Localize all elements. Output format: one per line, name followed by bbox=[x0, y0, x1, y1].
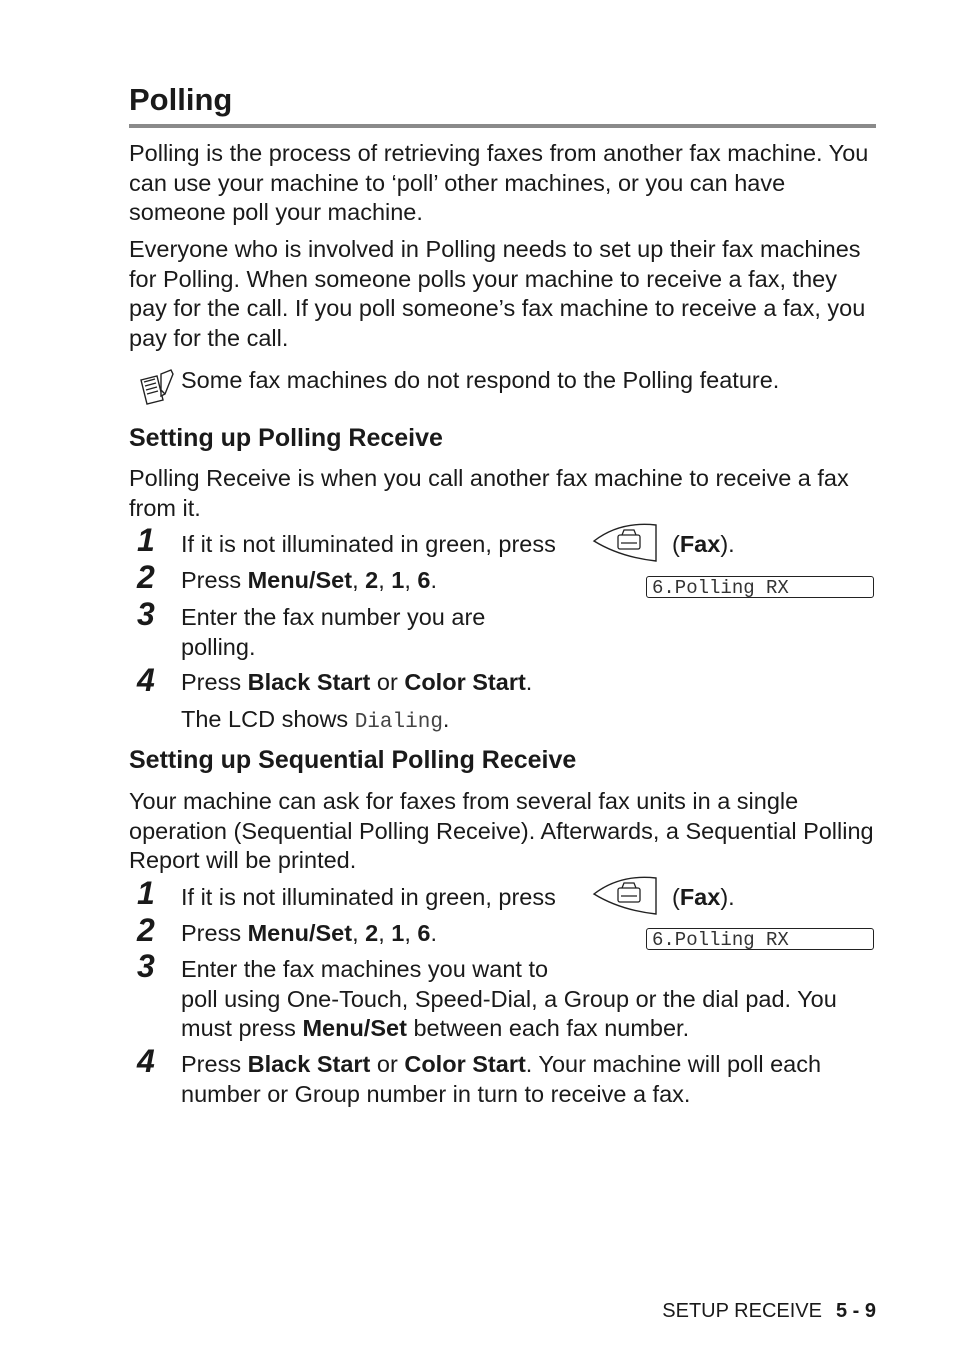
sep: , bbox=[352, 920, 366, 946]
step-text-part: Press bbox=[181, 567, 248, 593]
step-text-part: must press bbox=[181, 1015, 303, 1041]
section-desc-sequential-polling: Your machine can ask for faxes from several fax units in a single operation (Sequential Polling Receive). Afterwards, a Sequential Polling Report will be printed. bbox=[129, 788, 874, 873]
step-line: number or Group number in turn to receive a fax. bbox=[181, 1080, 691, 1107]
step-number: 4 bbox=[137, 662, 155, 698]
step-line bbox=[181, 1050, 881, 1080]
page-title: Polling bbox=[129, 82, 233, 117]
page-footer bbox=[662, 1300, 876, 1323]
step-text-part: Press bbox=[181, 920, 248, 946]
sep: , bbox=[404, 567, 418, 593]
step-text-part: Press bbox=[181, 1051, 248, 1077]
step-text-part: . bbox=[442, 706, 450, 732]
step-number: 3 bbox=[137, 948, 155, 984]
note-pencil-icon bbox=[135, 368, 175, 408]
step-number: 1 bbox=[137, 522, 155, 558]
step-text bbox=[181, 1050, 881, 1109]
paren: ). bbox=[720, 531, 735, 557]
sep: , bbox=[378, 567, 392, 593]
step-number: 4 bbox=[137, 1043, 155, 1079]
step-line: poll using One-Touch, Speed-Dial, a Group or the dial pad. You bbox=[181, 985, 837, 1012]
step-text-part: . Your machine will poll each bbox=[525, 1051, 822, 1077]
step-line bbox=[181, 1014, 881, 1044]
step-number: 2 bbox=[137, 559, 155, 595]
fax-key: Fax bbox=[679, 884, 721, 910]
key-2: 2 bbox=[365, 567, 379, 593]
step-text-part: If it is not illuminated in green, press bbox=[181, 884, 556, 910]
menu-set-key: Menu/Set bbox=[247, 920, 353, 946]
black-start-key: Black Start bbox=[247, 1051, 371, 1077]
step-text bbox=[181, 566, 437, 596]
footer-page-number: 5 - 9 bbox=[835, 1300, 876, 1322]
fax-label bbox=[672, 530, 735, 560]
step-text-part: If it is not illuminated in green, press bbox=[181, 531, 556, 557]
step-text-part: or bbox=[370, 1051, 405, 1077]
menu-set-key: Menu/Set bbox=[302, 1015, 407, 1041]
key-6: 6 bbox=[417, 920, 431, 946]
step-text bbox=[181, 883, 556, 913]
step-line: Enter the fax machines you want to bbox=[181, 956, 549, 982]
fax-button-icon bbox=[590, 521, 660, 565]
title-rule bbox=[129, 124, 876, 128]
step-number: 1 bbox=[137, 875, 155, 911]
step-text bbox=[181, 919, 437, 949]
note-text: Some fax machines do not respond to the Polling feature. bbox=[181, 367, 780, 393]
key-1: 1 bbox=[391, 920, 405, 946]
lcd-display: 6.Polling RX bbox=[646, 928, 874, 950]
section-heading-polling-receive: Setting up Polling Receive bbox=[129, 424, 443, 452]
section-heading-sequential-polling: Setting up Sequential Polling Receive bbox=[129, 746, 577, 774]
step-number: 2 bbox=[137, 912, 155, 948]
step-text-part: The LCD shows bbox=[181, 706, 355, 732]
paren: ). bbox=[720, 884, 735, 910]
intro-paragraph-2: Everyone who is involved in Polling needs to set up their fax machines for Polling. When someone polls your machine to receive a fax, they pay for the call. If you poll someone’s fax machine to receive a fax, you pay for the call. bbox=[129, 236, 866, 351]
sep: , bbox=[378, 920, 392, 946]
lcd-display: 6.Polling RX bbox=[646, 576, 874, 598]
paren: ( bbox=[672, 531, 680, 557]
fax-label bbox=[672, 883, 735, 913]
paren: ( bbox=[672, 884, 680, 910]
sep: . bbox=[430, 920, 438, 946]
step-number: 3 bbox=[137, 596, 155, 632]
step-text bbox=[181, 955, 881, 1044]
section-desc-polling-receive: Polling Receive is when you call another fax machine to receive a fax from it. bbox=[129, 465, 849, 521]
step-text bbox=[181, 668, 532, 698]
step-text-part: . bbox=[525, 669, 533, 695]
footer-section: SETUP RECEIVE bbox=[662, 1300, 822, 1322]
sep: , bbox=[404, 920, 418, 946]
black-start-key: Black Start bbox=[247, 669, 371, 695]
key-1: 1 bbox=[391, 567, 405, 593]
lcd-shows-text bbox=[181, 705, 449, 738]
step-text-part: Press bbox=[181, 669, 248, 695]
step-text bbox=[181, 530, 556, 560]
sep: , bbox=[352, 567, 366, 593]
sep: . bbox=[430, 567, 438, 593]
color-start-key: Color Start bbox=[404, 669, 526, 695]
color-start-key: Color Start bbox=[404, 1051, 526, 1077]
step-text-part: or bbox=[370, 669, 405, 695]
step-text-part: between each fax number. bbox=[406, 1015, 690, 1041]
fax-button-icon bbox=[590, 874, 660, 918]
lcd-value: Dialing bbox=[354, 711, 443, 734]
key-6: 6 bbox=[417, 567, 431, 593]
intro-paragraph-1: Polling is the process of retrieving faxes from another fax machine. You can use your machine to ‘poll’ other machines, or you can have someone poll your machine. bbox=[129, 140, 869, 225]
key-2: 2 bbox=[365, 920, 379, 946]
fax-key: Fax bbox=[679, 531, 721, 557]
menu-set-key: Menu/Set bbox=[247, 567, 353, 593]
step-text: Enter the fax number you are polling. bbox=[181, 604, 486, 660]
